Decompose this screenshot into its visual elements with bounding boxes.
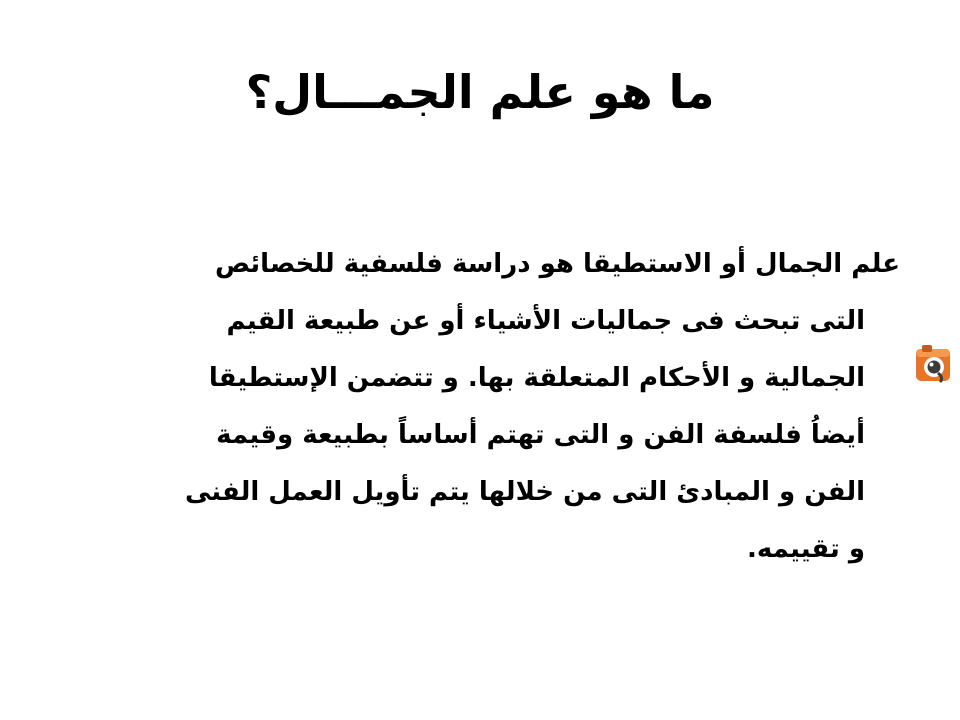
slide-body-text <box>60 236 900 578</box>
slide-title: ما هو علم الجمـــال؟ <box>245 65 715 119</box>
body-line: الفن و المبادئ التى من خلالها يتم تأويل العمل الفنى <box>184 477 865 507</box>
body-line: و تقييمه. <box>747 534 865 564</box>
body-line: الجمالية و الأحكام المتعلقة بها. و تتضمن الإستطيقا <box>208 363 865 393</box>
body-line: علم الجمال أو الاستطيقا هو دراسة فلسفية للخصائص <box>214 249 900 279</box>
body-line: أيضاُ فلسفة الفن و التى تهتم أساساً بطبيعة وقيمة <box>216 420 865 450</box>
orange-camera-logo-icon <box>914 344 952 384</box>
body-line: التى تبحث فى جماليات الأشياء أو عن طبيعة القيم <box>226 306 865 336</box>
